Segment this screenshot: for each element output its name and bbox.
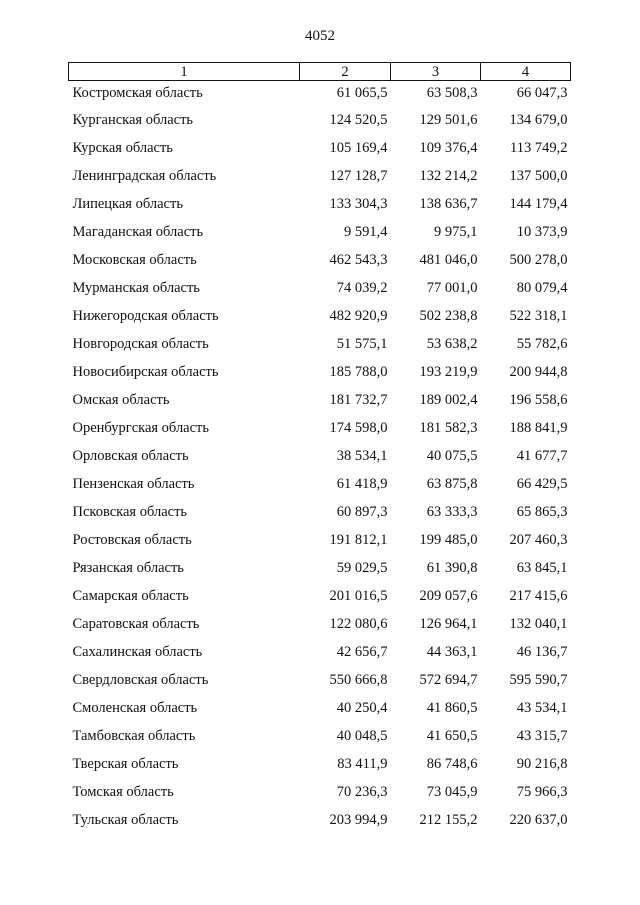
value-col-2-cell: 74 039,2 xyxy=(336,280,388,296)
value-col-4-cell: 200 944,8 xyxy=(509,364,568,380)
value-col-3-cell: 40 075,5 xyxy=(426,448,478,464)
value-col-4-cell: 46 136,7 xyxy=(516,644,568,660)
table-row xyxy=(69,162,571,190)
table-row xyxy=(69,638,571,666)
value-col-4-cell: 66 047,3 xyxy=(516,85,568,101)
region-name-cell: Омская область xyxy=(72,392,170,408)
value-col-4-cell: 43 534,1 xyxy=(516,700,568,716)
value-col-4-cell: 137 500,0 xyxy=(509,168,568,184)
value-col-3-cell: 502 238,8 xyxy=(419,308,478,324)
table-row xyxy=(69,498,571,526)
value-col-2-cell: 201 016,5 xyxy=(329,588,388,604)
value-col-4-cell: 90 216,8 xyxy=(516,756,568,772)
table-row xyxy=(69,442,571,470)
value-col-4-cell: 196 558,6 xyxy=(509,392,568,408)
value-col-4-cell: 500 278,0 xyxy=(509,252,568,268)
region-name-cell: Ростовская область xyxy=(72,532,192,548)
value-col-2-cell: 105 169,4 xyxy=(329,140,388,156)
value-col-2-cell: 174 598,0 xyxy=(329,420,388,436)
value-col-3-cell: 63 875,8 xyxy=(426,476,478,492)
region-name-cell: Тульская область xyxy=(72,812,179,828)
region-name-cell: Тамбовская область xyxy=(72,728,196,744)
value-col-4-cell: 217 415,6 xyxy=(509,588,568,604)
region-name-cell: Новгородская область xyxy=(72,336,209,352)
value-col-4-cell: 134 679,0 xyxy=(509,112,568,128)
value-col-4-cell: 43 315,7 xyxy=(516,728,568,744)
value-col-4-cell: 75 966,3 xyxy=(516,784,568,800)
table-row xyxy=(69,554,571,582)
region-name-cell: Самарская область xyxy=(72,588,189,604)
table-row xyxy=(69,470,571,498)
value-col-4-cell: 10 373,9 xyxy=(516,224,568,240)
value-col-3-cell: 109 376,4 xyxy=(419,140,478,156)
table-row xyxy=(69,302,571,330)
value-col-2-cell: 133 304,3 xyxy=(329,196,388,212)
value-col-4-cell: 132 040,1 xyxy=(509,616,568,632)
value-col-2-cell: 191 812,1 xyxy=(329,532,388,548)
table-row xyxy=(69,610,571,638)
value-col-3-cell: 41 650,5 xyxy=(426,728,478,744)
region-name-cell: Оренбургская область xyxy=(72,420,210,436)
value-col-4-cell: 65 865,3 xyxy=(516,504,568,520)
column-header-1: 1 xyxy=(69,63,300,81)
region-name-cell: Магаданская область xyxy=(72,224,204,240)
region-name-cell: Тверская область xyxy=(72,756,179,772)
value-col-2-cell: 70 236,3 xyxy=(336,784,388,800)
data-table xyxy=(68,62,571,834)
value-col-2-cell: 124 520,5 xyxy=(329,112,388,128)
table-row xyxy=(69,218,571,246)
table-row xyxy=(69,246,571,274)
table-row xyxy=(69,106,571,134)
value-col-3-cell: 77 001,0 xyxy=(426,280,478,296)
value-col-2-cell: 61 065,5 xyxy=(336,85,388,101)
table-row xyxy=(69,358,571,386)
table-row xyxy=(69,526,571,554)
value-col-4-cell: 207 460,3 xyxy=(509,532,568,548)
value-col-2-cell: 203 994,9 xyxy=(329,812,388,828)
value-col-4-cell: 80 079,4 xyxy=(516,280,568,296)
value-col-3-cell: 41 860,5 xyxy=(426,700,478,716)
table-row xyxy=(69,414,571,442)
value-col-3-cell: 126 964,1 xyxy=(419,616,478,632)
region-name-cell: Курская область xyxy=(72,140,173,156)
region-name-cell: Ленинградская область xyxy=(72,168,217,184)
value-col-3-cell: 199 485,0 xyxy=(419,532,478,548)
column-header-2: 2 xyxy=(300,63,391,81)
value-col-3-cell: 193 219,9 xyxy=(419,364,478,380)
table-row xyxy=(69,694,571,722)
value-col-4-cell: 522 318,1 xyxy=(509,308,568,324)
value-col-3-cell: 212 155,2 xyxy=(419,812,478,828)
value-col-3-cell: 209 057,6 xyxy=(419,588,478,604)
region-name-cell: Костромская область xyxy=(72,85,203,101)
region-name-cell: Псковская область xyxy=(72,504,188,520)
value-col-3-cell: 572 694,7 xyxy=(419,672,478,688)
table-header xyxy=(69,63,571,81)
value-col-2-cell: 482 920,9 xyxy=(329,308,388,324)
value-col-4-cell: 188 841,9 xyxy=(509,420,568,436)
table-row xyxy=(69,722,571,750)
value-col-2-cell: 59 029,5 xyxy=(336,560,388,576)
table-row xyxy=(69,582,571,610)
table-row xyxy=(69,190,571,218)
table-row xyxy=(69,386,571,414)
value-col-2-cell: 51 575,1 xyxy=(336,336,388,352)
value-col-3-cell: 44 363,1 xyxy=(426,644,478,660)
value-col-2-cell: 40 250,4 xyxy=(336,700,388,716)
value-col-2-cell: 38 534,1 xyxy=(336,448,388,464)
region-name-cell: Новосибирская область xyxy=(72,364,219,380)
table-row xyxy=(69,778,571,806)
value-col-3-cell: 63 333,3 xyxy=(426,504,478,520)
value-col-3-cell: 181 582,3 xyxy=(419,420,478,436)
value-col-2-cell: 60 897,3 xyxy=(336,504,388,520)
value-col-3-cell: 86 748,6 xyxy=(426,756,478,772)
region-name-cell: Свердловская область xyxy=(72,672,209,688)
table-row xyxy=(69,274,571,302)
value-col-4-cell: 113 749,2 xyxy=(510,140,568,156)
region-name-cell: Томская область xyxy=(72,784,174,800)
value-col-2-cell: 181 732,7 xyxy=(329,392,388,408)
header-row xyxy=(69,63,571,81)
table-row xyxy=(69,750,571,778)
value-col-2-cell: 550 666,8 xyxy=(329,672,388,688)
value-col-2-cell: 40 048,5 xyxy=(336,728,388,744)
table-row xyxy=(69,134,571,162)
table-body xyxy=(69,81,571,835)
region-name-cell: Липецкая область xyxy=(72,196,183,212)
value-col-3-cell: 61 390,8 xyxy=(426,560,478,576)
value-col-4-cell: 55 782,6 xyxy=(516,336,568,352)
region-name-cell: Мурманская область xyxy=(72,280,200,296)
value-col-3-cell: 481 046,0 xyxy=(419,252,478,268)
value-col-2-cell: 42 656,7 xyxy=(336,644,388,660)
region-name-cell: Саратовская область xyxy=(72,616,200,632)
region-name-cell: Пензенская область xyxy=(72,476,195,492)
region-name-cell: Нижегородская область xyxy=(72,308,219,324)
table-row xyxy=(69,330,571,358)
table-row xyxy=(69,81,571,107)
value-col-2-cell: 127 128,7 xyxy=(329,168,388,184)
value-col-4-cell: 63 845,1 xyxy=(516,560,568,576)
value-col-2-cell: 122 080,6 xyxy=(329,616,388,632)
value-col-4-cell: 220 637,0 xyxy=(509,812,568,828)
value-col-3-cell: 63 508,3 xyxy=(426,85,478,101)
value-col-2-cell: 9 591,4 xyxy=(344,224,388,240)
value-col-3-cell: 129 501,6 xyxy=(419,112,478,128)
value-col-3-cell: 73 045,9 xyxy=(426,784,478,800)
value-col-4-cell: 66 429,5 xyxy=(516,476,568,492)
region-name-cell: Сахалинская область xyxy=(72,644,203,660)
value-col-3-cell: 53 638,2 xyxy=(426,336,478,352)
region-name-cell: Рязанская область xyxy=(72,560,184,576)
region-name-cell: Орловская область xyxy=(72,448,189,464)
value-col-3-cell: 138 636,7 xyxy=(419,196,478,212)
value-col-4-cell: 144 179,4 xyxy=(509,196,568,212)
region-name-cell: Московская область xyxy=(72,252,197,268)
value-col-2-cell: 185 788,0 xyxy=(329,364,388,380)
value-col-3-cell: 9 975,1 xyxy=(434,224,478,240)
table-row xyxy=(69,806,571,834)
value-col-4-cell: 595 590,7 xyxy=(509,672,568,688)
value-col-2-cell: 61 418,9 xyxy=(336,476,388,492)
page-number: 4052 xyxy=(305,28,335,44)
column-header-4: 4 xyxy=(481,63,571,81)
value-col-4-cell: 41 677,7 xyxy=(516,448,568,464)
region-name-cell: Курганская область xyxy=(72,112,194,128)
column-header-3: 3 xyxy=(391,63,481,81)
value-col-2-cell: 83 411,9 xyxy=(337,756,388,772)
value-col-3-cell: 189 002,4 xyxy=(419,392,478,408)
value-col-3-cell: 132 214,2 xyxy=(419,168,478,184)
value-col-2-cell: 462 543,3 xyxy=(329,252,388,268)
table-row xyxy=(69,666,571,694)
region-name-cell: Смоленская область xyxy=(72,700,198,716)
